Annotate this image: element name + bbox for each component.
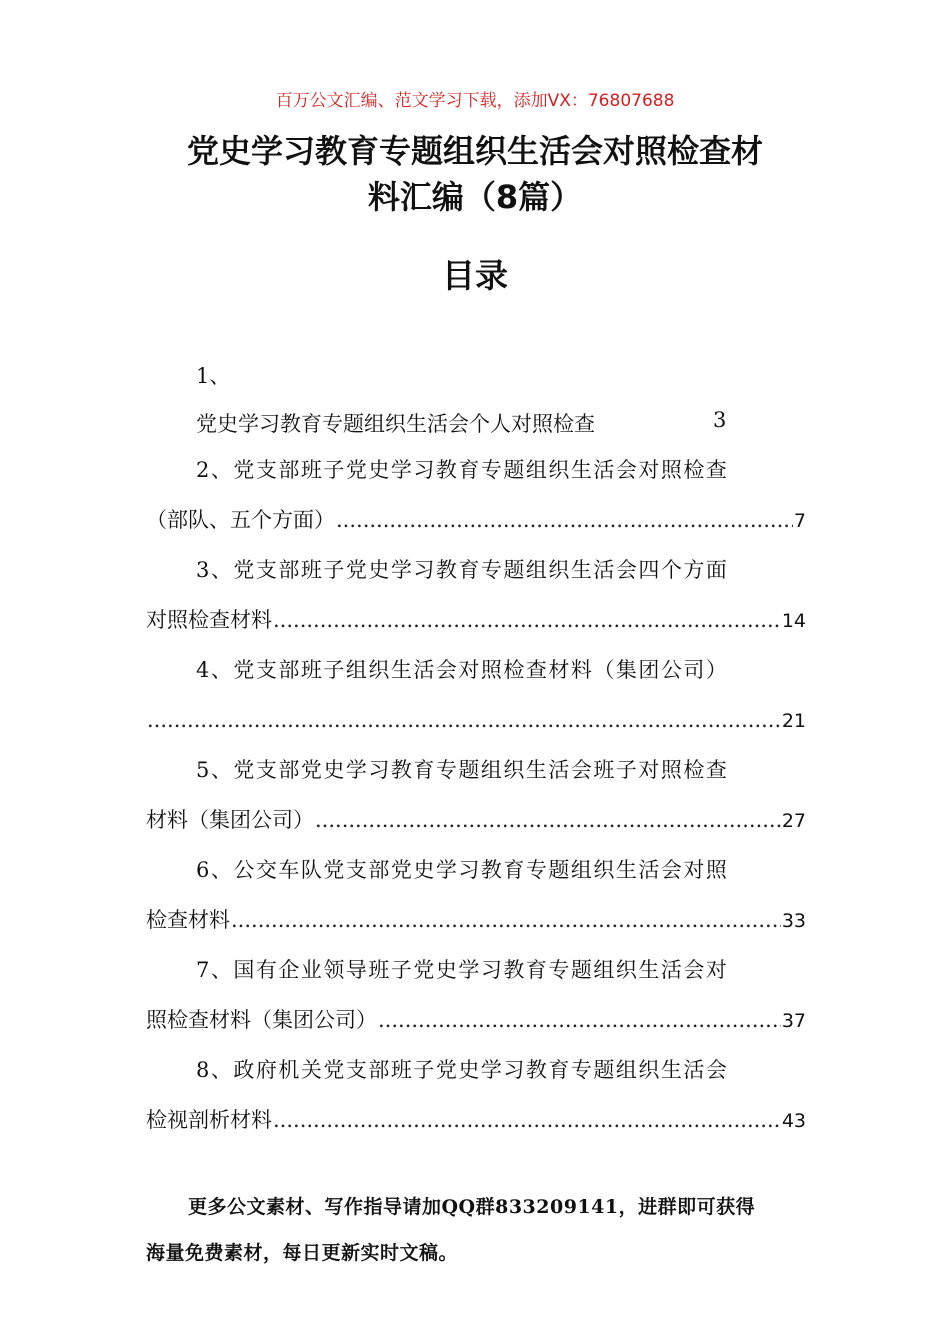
- toc-item-2[interactable]: [146, 445, 806, 546]
- toc-item-1-page: 3: [713, 408, 727, 432]
- document-title-line-1: 党史学习教育专题组织生活会对照检查材: [186, 132, 763, 170]
- toc-item-2-page: 7: [793, 510, 806, 532]
- dot-leader: [378, 995, 781, 1045]
- toc-item-6-title: 6、公交车队党支部党史学习教育专题组织生活会对照: [196, 858, 729, 882]
- toc-item-4-title: 4、党支部班子组织生活会对照检查材料（集团公司）: [196, 658, 729, 682]
- toc-item-5-title-cont: 材料（集团公司）: [146, 808, 314, 832]
- toc-item-8[interactable]: [146, 1045, 806, 1146]
- toc-item-3-title: 3、党支部班子党史学习教育专题组织生活会四个方面: [196, 558, 729, 582]
- toc-item-3-title-cont: 对照检查材料: [146, 608, 272, 632]
- toc-item-3-page: 14: [781, 610, 806, 632]
- toc-item-4-page: 21: [781, 710, 806, 732]
- dot-leader: [336, 495, 793, 545]
- toc-item-7-title: 7、国有企业领导班子党史学习教育专题组织生活会对: [196, 958, 729, 982]
- dot-leader: [273, 1095, 781, 1145]
- toc-item-7[interactable]: [146, 945, 806, 1046]
- toc-item-3[interactable]: [146, 545, 806, 646]
- toc-item-1-number: 1、: [196, 364, 231, 388]
- dot-leader: [315, 795, 781, 845]
- toc-item-6[interactable]: [146, 845, 806, 946]
- dot-leader: [231, 895, 781, 945]
- footer-note: [146, 1184, 808, 1276]
- footer-line-2: 海量免费素材，每日更新实时文稿。: [146, 1242, 459, 1264]
- toc-item-8-title: 8、政府机关党支部班子党史学习教育专题组织生活会: [196, 1058, 729, 1082]
- toc-item-2-title-cont: （部队、五个方面）: [146, 508, 335, 532]
- toc-item-7-title-cont: 照检查材料（集团公司）: [146, 1008, 377, 1032]
- toc-item-5-title: 5、党支部党史学习教育专题组织生活会班子对照检查: [196, 758, 729, 782]
- toc-item-2-title: 2、党支部班子党史学习教育专题组织生活会对照检查: [196, 458, 729, 482]
- document-title-line-2: 料汇编（8篇）: [367, 178, 583, 216]
- toc-item-8-page: 43: [781, 1110, 806, 1132]
- dot-leader: [147, 695, 781, 745]
- document-title: [140, 128, 810, 220]
- toc-item-8-title-cont: 检视剖析材料: [146, 1108, 272, 1132]
- toc-item-6-title-cont: 检查材料: [146, 908, 230, 932]
- toc-item-5-page: 27: [781, 810, 806, 832]
- toc-item-5[interactable]: [146, 745, 806, 846]
- toc-item-4[interactable]: [146, 645, 806, 746]
- toc-item-1-title[interactable]: 党史学习教育专题组织生活会个人对照检查: [196, 412, 595, 436]
- toc-heading: 目录: [442, 256, 508, 295]
- toc-item-7-page: 37: [781, 1010, 806, 1032]
- header-note: 百万公文汇编、范文学习下载，添加VX：76807688: [275, 91, 675, 111]
- toc-item-6-page: 33: [781, 910, 806, 932]
- footer-line-1: 更多公文素材、写作指导请加QQ群833209141，进群即可获得: [188, 1196, 756, 1218]
- dot-leader: [273, 595, 781, 645]
